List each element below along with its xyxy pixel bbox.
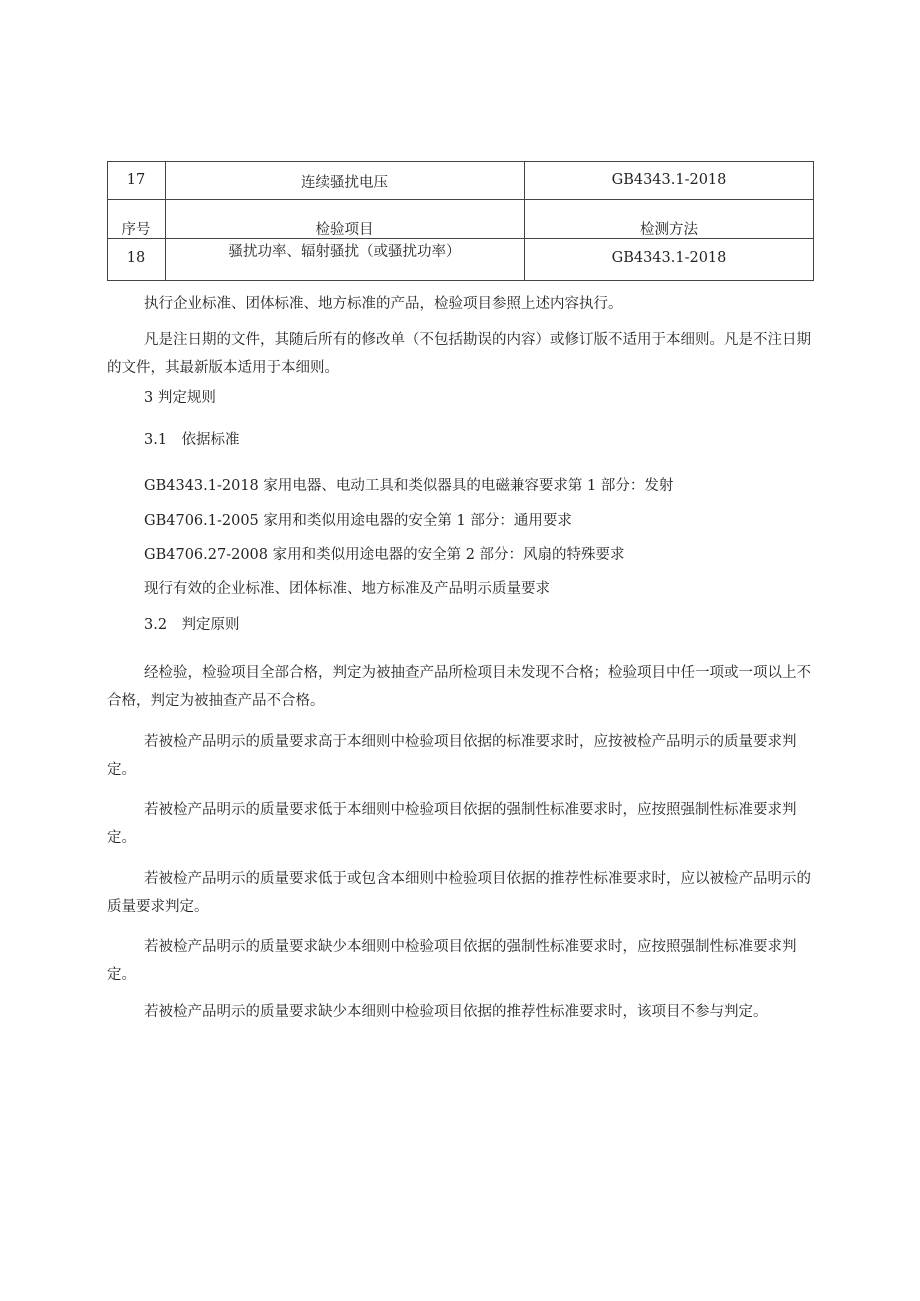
section-3-1-heading: 3.1 依据标准 — [144, 432, 240, 448]
rule-paragraph-5: 若被检产品明示的质量要求缺少本细则中检验项目依据的强制性标准要求时，应按照强制性标准要求判定。 — [107, 939, 797, 983]
section-3-heading: 3 判定规则 — [144, 390, 216, 406]
inspection-table — [107, 161, 814, 281]
paragraph-execution: 执行企业标准、团体标准、地方标准的产品，检验项目参照上述内容执行。 — [144, 296, 623, 312]
standard-item-4: 现行有效的企业标准、团体标准、地方标准及产品明示质量要求 — [144, 581, 550, 597]
row17-method: GB4343.1-2018 — [611, 172, 727, 188]
section-3-2-heading: 3.2 判定原则 — [144, 617, 240, 633]
header-no: 序号 — [121, 222, 151, 238]
row18-method: GB4343.1-2018 — [611, 250, 727, 266]
table-border-bottom — [107, 280, 814, 281]
row18-no: 18 — [126, 250, 146, 266]
table-divider-row1 — [107, 199, 814, 200]
standard-item-3: GB4706.27-2008 家用和类似用途电器的安全第 2 部分：风扇的特殊要求 — [144, 547, 625, 563]
rule-paragraph-3: 若被检产品明示的质量要求低于本细则中检验项目依据的强制性标准要求时，应按照强制性标准要求判定。 — [107, 802, 797, 846]
standard-item-1: GB4343.1-2018 家用电器、电动工具和类似器具的电磁兼容要求第 1 部分：发射 — [144, 478, 674, 494]
standard-item-2: GB4706.1-2005 家用和类似用途电器的安全第 1 部分：通用要求 — [144, 513, 572, 529]
row17-no: 17 — [126, 172, 146, 188]
table-border-top — [107, 161, 814, 162]
paragraph-dated-docs: 凡是注日期的文件，其随后所有的修改单（不包括勘误的内容）或修订版不适用于本细则。凡是不注日期的文件，其最新版本适用于本细则。 — [107, 332, 811, 376]
row17-item: 连续骚扰电压 — [301, 175, 388, 191]
rule-paragraph-1: 经检验，检验项目全部合格，判定为被抽查产品所检项目未发现不合格；检验项目中任一项或一项以上不合格，判定为被抽查产品不合格。 — [107, 665, 811, 709]
header-item: 检验项目 — [315, 222, 374, 238]
row18-item: 骚扰功率、辐射骚扰（或骚扰功率） — [228, 244, 461, 260]
rule-paragraph-6: 若被检产品明示的质量要求缺少本细则中检验项目依据的推荐性标准要求时，该项目不参与判定。 — [144, 1004, 768, 1020]
rule-paragraph-2: 若被检产品明示的质量要求高于本细则中检验项目依据的标准要求时，应按被检产品明示的质量要求判定。 — [107, 734, 797, 778]
header-method: 检测方法 — [640, 222, 698, 238]
rule-paragraph-4: 若被检产品明示的质量要求低于或包含本细则中检验项目依据的推荐性标准要求时，应以被检产品明示的质量要求判定。 — [107, 871, 811, 915]
